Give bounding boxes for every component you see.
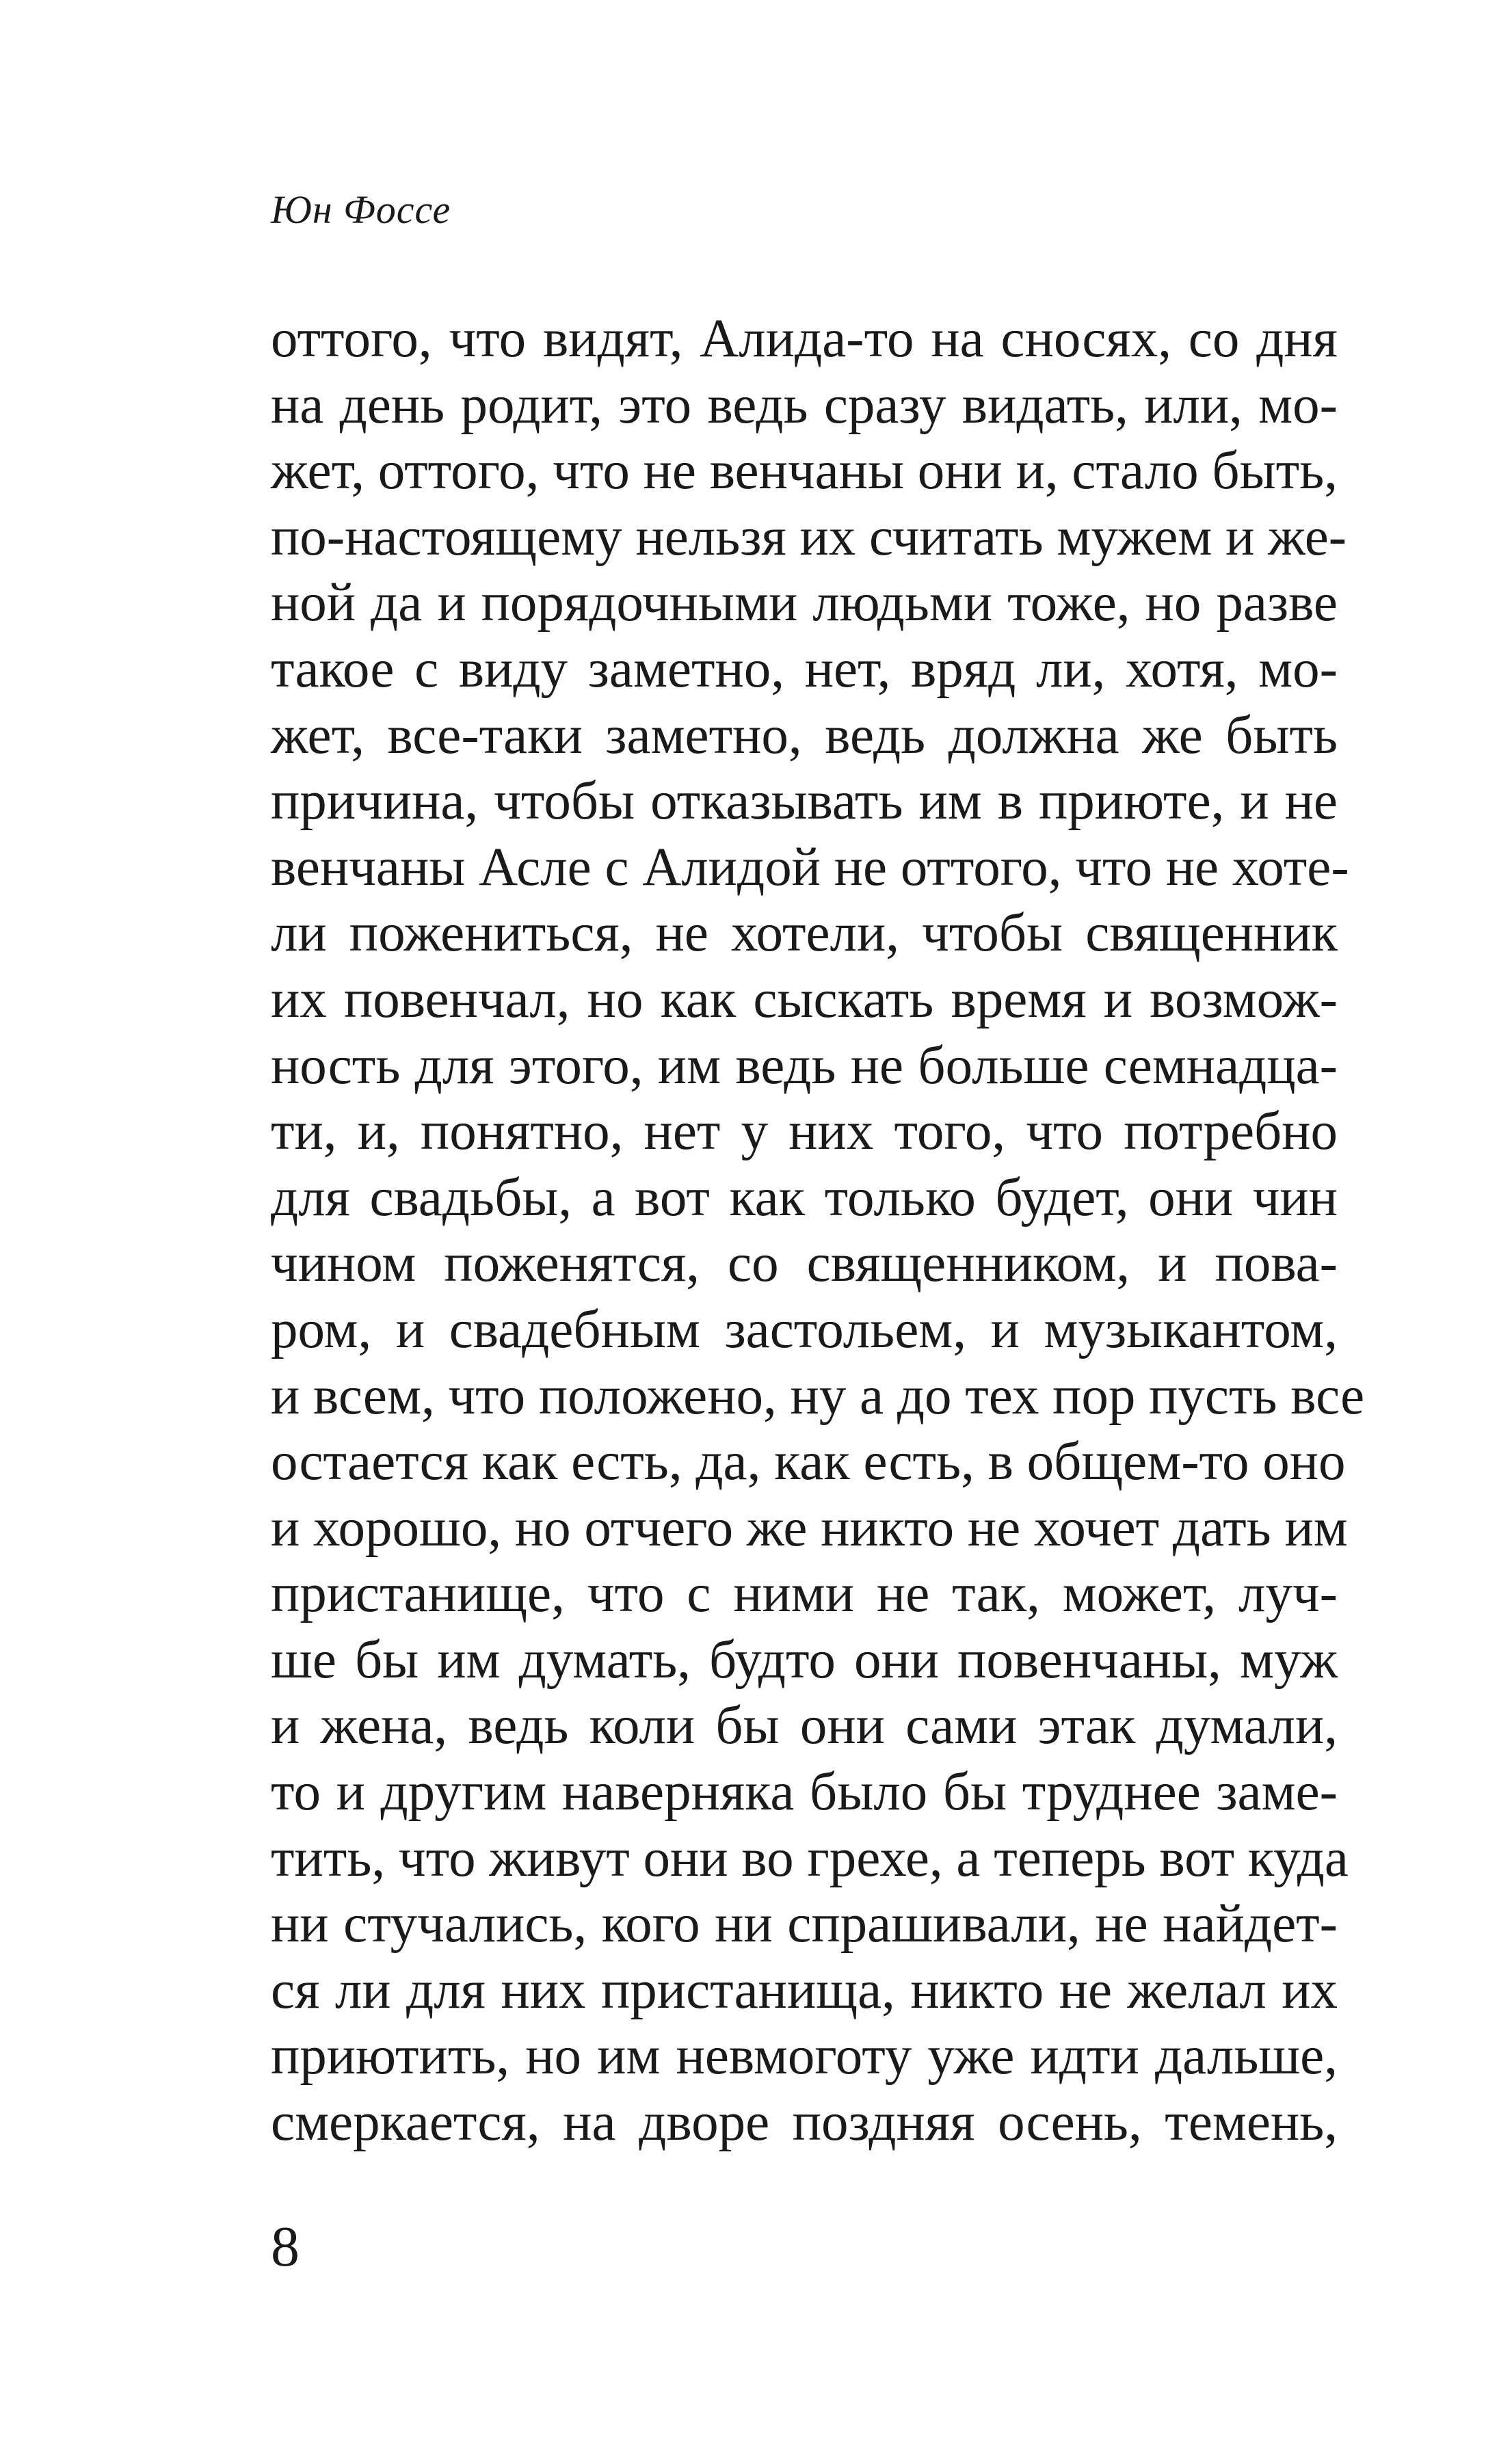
- text-line: их повенчал, но как сыскать время и возмож-: [271, 969, 1338, 1029]
- text-line: тить, что живут они во грехе, а теперь вот куда: [271, 1828, 1349, 1888]
- text-line: такое с виду заметно, нет, вряд ли, хотя, мо-: [271, 639, 1338, 699]
- text-line: на день родит, это ведь сразу видать, или, мо-: [271, 375, 1338, 435]
- text-line: ше бы им думать, будто они повенчаны, муж: [271, 1630, 1338, 1690]
- text-line: причина, чтобы отказывать им в приюте, и не: [271, 771, 1338, 832]
- text-line: то и другим наверняка было бы труднее заме-: [271, 1762, 1338, 1822]
- text-line: ность для этого, им ведь не больше семнадца-: [271, 1035, 1338, 1096]
- text-line: ся ли для них пристанища, никто не желал их: [271, 1960, 1338, 2020]
- text-line: приютить, но им невмоготу уже идти дальше,: [271, 2026, 1338, 2086]
- text-line: жет, все-таки заметно, ведь должна же быть: [271, 705, 1338, 765]
- running-header-author: Юн Фоссе: [271, 187, 451, 232]
- text-line: для свадьбы, а вот как только будет, они чин: [271, 1167, 1338, 1227]
- text-line: пристанище, что с ними не так, может, луч-: [271, 1564, 1338, 1624]
- text-line: и хорошо, но отчего же никто не хочет дать им: [271, 1498, 1348, 1558]
- text-line: ти, и, понятно, нет у них того, что потребно: [271, 1102, 1338, 1162]
- text-line: и жена, ведь коли бы они сами этак думали,: [271, 1696, 1338, 1756]
- text-line: по-настоящему нельзя их считать мужем и же-: [271, 507, 1347, 567]
- text-line: ром, и свадебным застольем, и музыкантом,: [271, 1299, 1338, 1359]
- page-number: 8: [271, 2215, 300, 2279]
- text-line: оттого, что видят, Алида-то на сносях, со дня: [271, 309, 1338, 369]
- text-line: и всем, что положено, ну а до тех пор пусть все: [271, 1366, 1365, 1426]
- text-line: венчаны Асле с Алидой не оттого, что не хоте-: [271, 837, 1349, 897]
- text-line: остается как есть, да, как есть, в общем-то оно: [271, 1432, 1346, 1492]
- text-line: чином поженятся, со священником, и пова-: [271, 1234, 1338, 1294]
- body-text: [271, 306, 1365, 2156]
- text-line: ной да и порядочными людьми тоже, но разве: [271, 573, 1338, 633]
- text-line: ни стучались, кого ни спрашивали, не найдет-: [271, 1894, 1338, 1954]
- text-line: смеркается, на дворе поздняя осень, темень,: [271, 2093, 1338, 2153]
- text-line: ли пожениться, не хотели, чтобы священник: [271, 903, 1338, 964]
- text-line: жет, оттого, что не венчаны они и, стало быть,: [271, 441, 1338, 501]
